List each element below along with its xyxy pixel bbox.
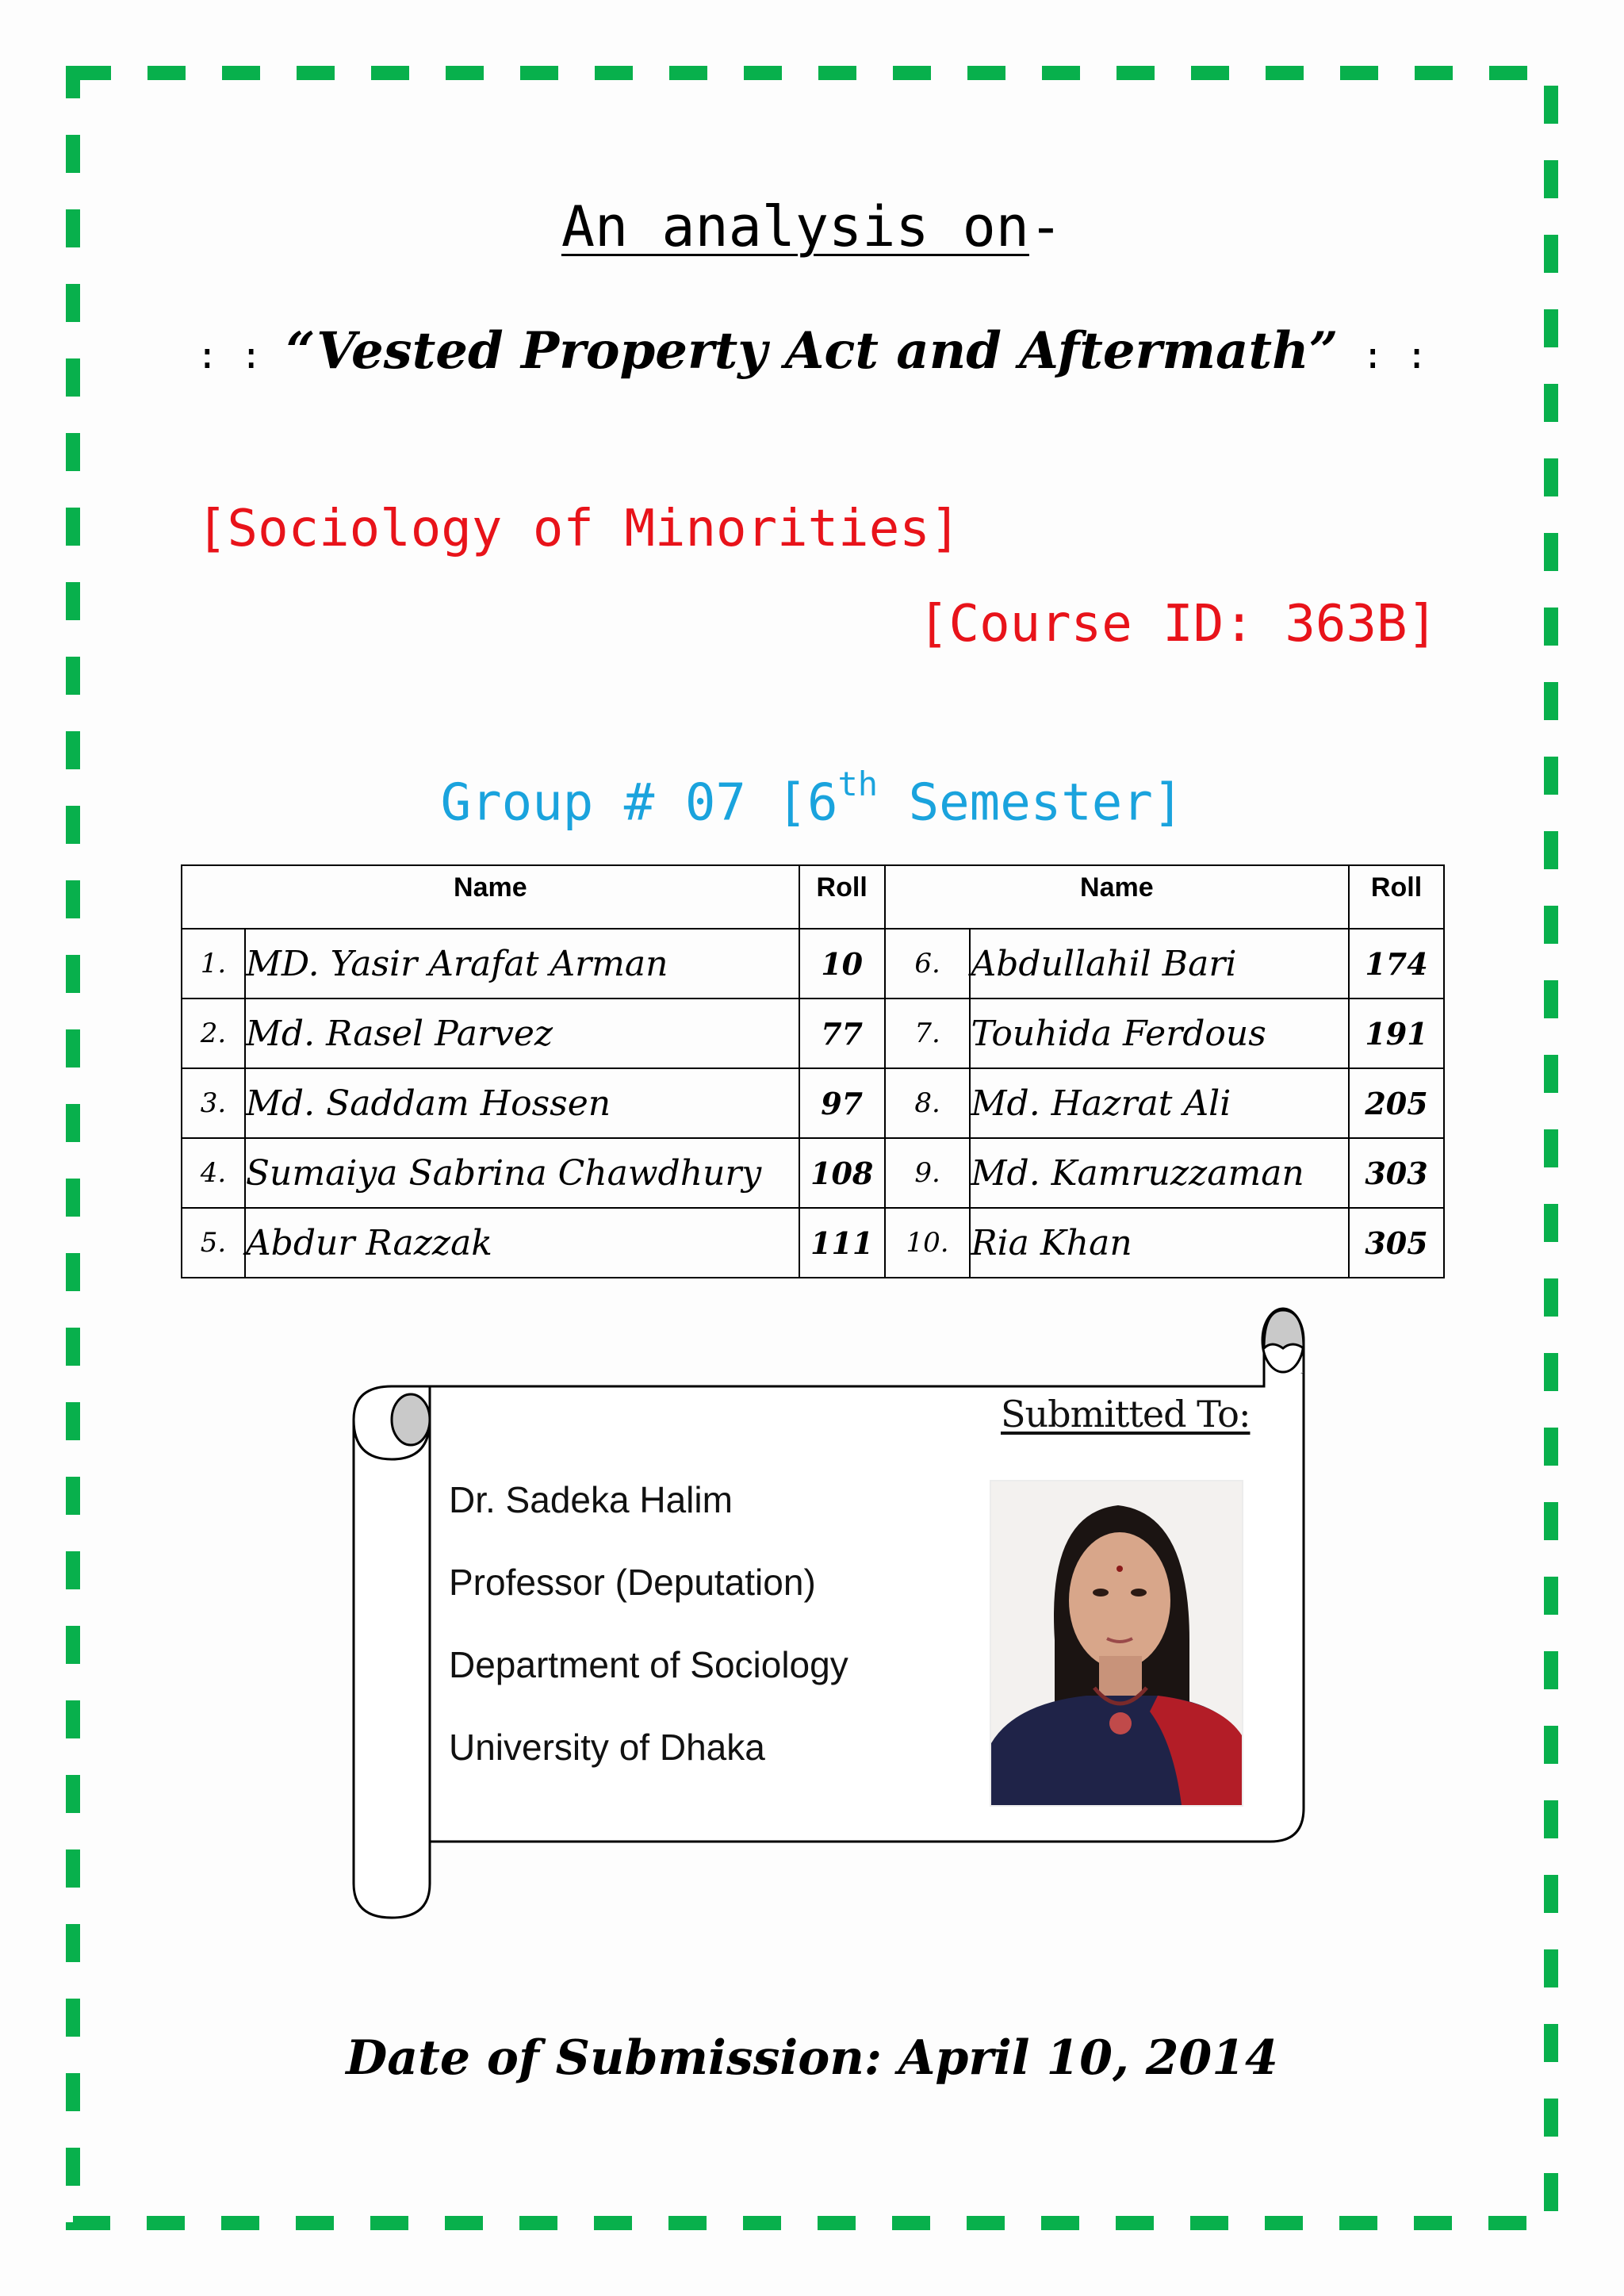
subtitle-deco-right: : : — [1362, 334, 1428, 377]
portrait-image — [991, 1481, 1242, 1805]
name-cell: Abdur Razzak — [245, 1208, 799, 1278]
roll-cell: 10 — [799, 929, 885, 999]
name-cell: Ria Khan — [970, 1208, 1349, 1278]
roll-cell: 77 — [799, 999, 885, 1068]
subtitle-text: “Vested Property Act and Aftermath” — [285, 321, 1339, 381]
header-name-2: Name — [885, 865, 1349, 929]
name-cell: Md. Hazrat Ali — [970, 1068, 1349, 1138]
serial-cell: 6. — [885, 929, 971, 999]
serial-cell: 1. — [182, 929, 245, 999]
course-name: [Sociology of Minorities] — [197, 500, 961, 558]
name-cell: Md. Rasel Parvez — [245, 999, 799, 1068]
serial-cell: 3. — [182, 1068, 245, 1138]
course-id: [Course ID: 363B] — [918, 595, 1438, 654]
serial-cell: 8. — [885, 1068, 971, 1138]
title-dash: - — [1028, 194, 1063, 259]
name-cell: Md. Kamruzzaman — [970, 1138, 1349, 1208]
name-cell: Sumaiya Sabrina Chawdhury — [245, 1138, 799, 1208]
submission-date: Date of Submission: April 10, 2014 — [346, 2030, 1278, 2086]
serial-cell: 9. — [885, 1138, 971, 1208]
roll-cell: 97 — [799, 1068, 885, 1138]
serial-cell: 5. — [182, 1208, 245, 1278]
name-cell: MD. Yasir Arafat Arman — [245, 929, 799, 999]
header-roll-2: Roll — [1349, 865, 1444, 929]
header-name-1: Name — [182, 865, 799, 929]
subtitle-deco-left: : : — [196, 334, 262, 377]
group-prefix: Group # 07 [6 — [440, 773, 838, 833]
serial-cell: 7. — [885, 999, 971, 1068]
roll-cell: 174 — [1349, 929, 1444, 999]
submitted-to-heading: Submitted To: — [1001, 1393, 1251, 1435]
roll-cell: 205 — [1349, 1068, 1444, 1138]
teacher-photo — [990, 1480, 1243, 1807]
name-cell: Md. Saddam Hossen — [245, 1068, 799, 1138]
serial-cell: 10. — [885, 1208, 971, 1278]
teacher-university: University of Dhaka — [449, 1727, 765, 1768]
serial-cell: 4. — [182, 1138, 245, 1208]
header-roll-1: Roll — [799, 865, 885, 929]
teacher-department: Department of Sociology — [449, 1644, 848, 1685]
name-cell: Touhida Ferdous — [970, 999, 1349, 1068]
roll-cell: 303 — [1349, 1138, 1444, 1208]
teacher-designation: Professor (Deputation) — [449, 1562, 816, 1603]
teacher-name: Dr. Sadeka Halim — [449, 1479, 733, 1520]
group-sup: th — [837, 765, 879, 803]
roll-cell: 111 — [799, 1208, 885, 1278]
roll-cell: 108 — [799, 1138, 885, 1208]
roll-cell: 191 — [1349, 999, 1444, 1068]
roll-cell: 305 — [1349, 1208, 1444, 1278]
group-suffix: Semester] — [878, 773, 1184, 833]
title-main: An analysis on — [561, 194, 1029, 259]
name-cell: Abdullahil Bari — [970, 929, 1349, 999]
serial-cell: 2. — [182, 999, 245, 1068]
